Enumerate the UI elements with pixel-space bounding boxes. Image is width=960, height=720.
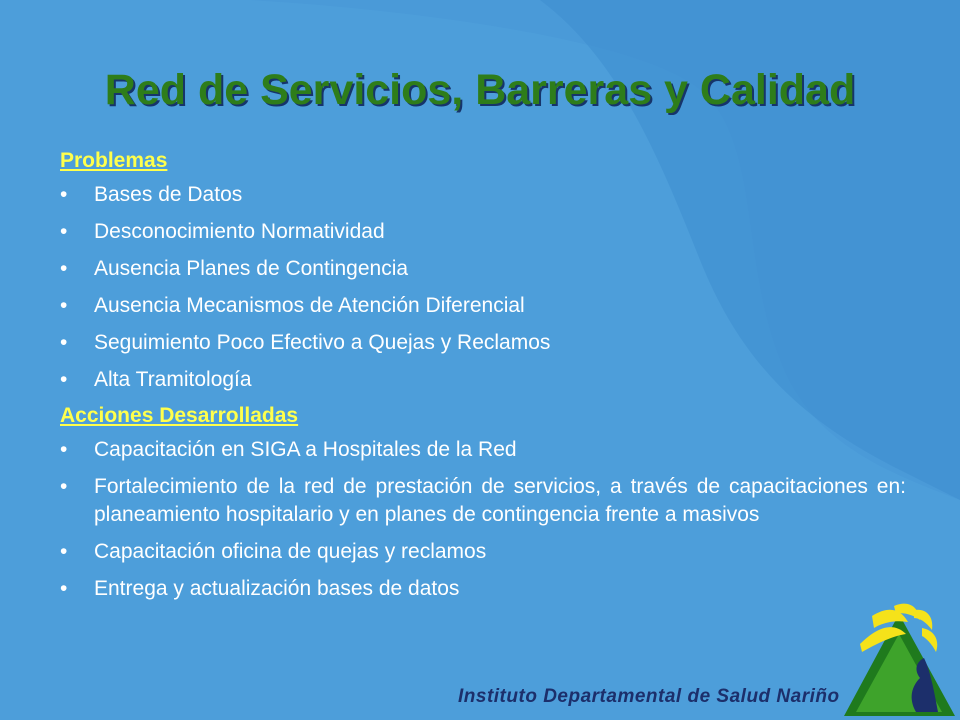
list-item [60, 473, 906, 529]
bullet: • [60, 183, 68, 206]
list-item [60, 292, 906, 329]
bullet: • [60, 577, 68, 600]
list-item-text: Desconocimiento Normatividad [94, 220, 385, 243]
section-heading-acciones: Acciones Desarrolladas [60, 404, 299, 427]
bullet: • [60, 368, 68, 391]
list-item [60, 538, 906, 566]
bullet: • [60, 540, 68, 563]
bullet: • [60, 257, 68, 280]
bullet: • [60, 438, 68, 461]
list-item [60, 218, 906, 255]
bullet: • [60, 294, 68, 317]
list-item [60, 366, 906, 403]
list-item-text: Ausencia Planes de Contingencia [94, 257, 409, 280]
page-title: Red de Servicios, Barreras y Calidad [104, 66, 856, 114]
list-item-text: Capacitación oficina de quejas y reclamos [94, 540, 487, 563]
list-item-text: Seguimiento Poco Efectivo a Quejas y Reclamos [94, 331, 551, 354]
list-item [60, 436, 906, 464]
section-heading-problemas: Problemas [60, 149, 168, 172]
list-item [60, 255, 906, 292]
bullet: • [60, 220, 68, 243]
list-item [60, 575, 906, 603]
list-item-text: Entrega y actualización bases de datos [94, 577, 460, 600]
slide-content [60, 148, 906, 612]
institute-logo-icon [842, 600, 957, 718]
list-item [60, 329, 906, 366]
list-item-text: Ausencia Mecanismos de Atención Diferencial [94, 294, 525, 317]
list-item [60, 181, 906, 218]
list-item-text: Capacitación en SIGA a Hospitales de la Red [94, 438, 517, 461]
bullet: • [60, 475, 68, 498]
actions-list [60, 436, 906, 603]
bullet: • [60, 331, 68, 354]
institute-name: Instituto Departamental de Salud Nariño [458, 686, 840, 707]
problems-list [60, 181, 906, 403]
list-item-text: Bases de Datos [94, 183, 243, 206]
list-item-text: Alta Tramitología [94, 368, 252, 391]
list-item-text: Fortalecimiento de la red de prestación de servicios, a través de capacitaciones en: planeamiento hospitalario y en planes de contingencia frente a masivos [94, 475, 906, 526]
